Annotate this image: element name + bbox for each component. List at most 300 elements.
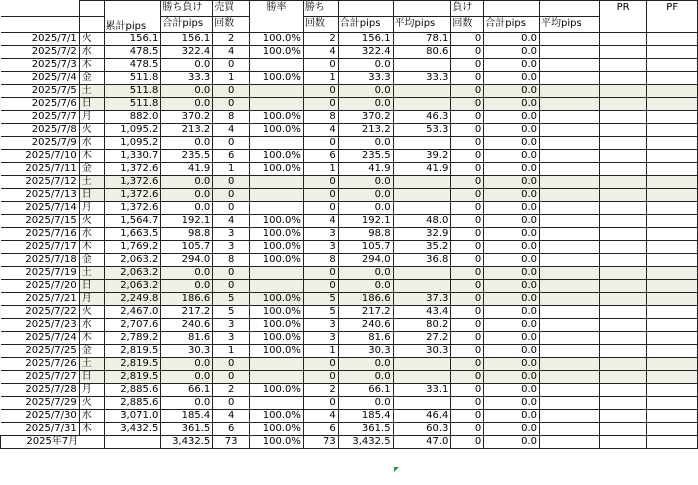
trade-count-cell[interactable]: 5 (213, 306, 250, 319)
header-win-total-pips[interactable] (338, 17, 393, 33)
win-total-pips-cell[interactable]: 66.1 (338, 384, 393, 397)
loss-avg-pips-cell[interactable] (540, 436, 600, 449)
win-avg-pips-cell[interactable] (393, 371, 451, 384)
header-loss-total-pips[interactable] (484, 17, 540, 33)
cumulative-pips-cell[interactable]: 478.5 (104, 46, 161, 59)
loss-total-pips-cell[interactable]: 0.0 (484, 280, 540, 293)
total-pips-cell[interactable]: 370.2 (161, 111, 213, 124)
trade-count-cell[interactable]: 0 (213, 280, 250, 293)
cumulative-pips-cell[interactable]: 3,432.5 (104, 423, 161, 436)
pf-cell[interactable] (647, 46, 698, 59)
pf-cell[interactable] (647, 293, 698, 306)
cumulative-pips-cell[interactable]: 1,372.6 (104, 163, 161, 176)
loss-count-cell[interactable]: 0 (451, 85, 484, 98)
loss-avg-pips-cell[interactable] (540, 33, 600, 46)
date-cell[interactable]: 2025/7/22 (1, 306, 80, 319)
loss-total-pips-cell[interactable]: 0.0 (484, 98, 540, 111)
pf-cell[interactable] (647, 345, 698, 358)
total-pips-cell[interactable]: 0.0 (161, 358, 213, 371)
loss-count-cell[interactable]: 0 (451, 267, 484, 280)
win-avg-pips-cell[interactable] (393, 202, 451, 215)
win-rate-cell[interactable]: 100.0% (250, 332, 304, 345)
pr-cell[interactable] (599, 358, 647, 371)
loss-count-cell[interactable]: 0 (451, 46, 484, 59)
header-cell[interactable] (338, 1, 393, 17)
win-total-pips-cell[interactable]: 0.0 (338, 85, 393, 98)
header-losses[interactable] (451, 1, 484, 17)
cumulative-pips-cell[interactable]: 882.0 (104, 111, 161, 124)
total-pips-cell[interactable]: 105.7 (161, 241, 213, 254)
pf-cell[interactable] (647, 306, 698, 319)
pr-cell[interactable] (599, 293, 647, 306)
cumulative-pips-cell[interactable]: 2,885.6 (104, 384, 161, 397)
win-avg-pips-cell[interactable]: 37.3 (393, 293, 451, 306)
trade-count-cell[interactable]: 0 (213, 267, 250, 280)
loss-total-pips-cell[interactable]: 0.0 (484, 111, 540, 124)
loss-count-cell[interactable]: 0 (451, 98, 484, 111)
cumulative-pips-cell[interactable]: 2,467.0 (104, 306, 161, 319)
weekday-cell[interactable]: 水 (79, 319, 104, 332)
win-count-cell[interactable]: 8 (303, 254, 338, 267)
trade-count-cell[interactable]: 8 (213, 111, 250, 124)
win-total-pips-cell[interactable]: 370.2 (338, 111, 393, 124)
trade-count-cell[interactable]: 4 (213, 410, 250, 423)
loss-total-pips-cell[interactable]: 0.0 (484, 72, 540, 85)
win-rate-cell[interactable]: 100.0% (250, 319, 304, 332)
pf-cell[interactable] (647, 124, 698, 137)
weekday-cell[interactable]: 日 (79, 189, 104, 202)
win-total-pips-cell[interactable]: 235.5 (338, 150, 393, 163)
loss-avg-pips-cell[interactable] (540, 85, 600, 98)
loss-avg-pips-cell[interactable] (540, 59, 600, 72)
header-win-avg-pips[interactable] (393, 17, 451, 33)
win-total-pips-cell[interactable]: 294.0 (338, 254, 393, 267)
loss-total-pips-cell[interactable]: 0.0 (484, 59, 540, 72)
win-count-cell[interactable]: 3 (303, 241, 338, 254)
pr-cell[interactable] (599, 371, 647, 384)
win-total-pips-cell[interactable]: 185.4 (338, 410, 393, 423)
win-total-pips-cell[interactable]: 0.0 (338, 137, 393, 150)
weekday-cell[interactable]: 火 (79, 306, 104, 319)
cumulative-pips-cell[interactable]: 2,063.2 (104, 267, 161, 280)
header-trade[interactable] (213, 1, 250, 17)
pr-cell[interactable] (599, 98, 647, 111)
win-count-cell[interactable]: 3 (303, 332, 338, 345)
total-pips-cell[interactable]: 0.0 (161, 280, 213, 293)
loss-count-cell[interactable]: 0 (451, 33, 484, 46)
date-cell[interactable]: 2025/7/31 (1, 423, 80, 436)
header-win-loss[interactable] (161, 1, 213, 17)
trade-count-cell[interactable]: 3 (213, 319, 250, 332)
win-count-cell[interactable]: 5 (303, 293, 338, 306)
trade-count-cell[interactable]: 1 (213, 163, 250, 176)
loss-total-pips-cell[interactable]: 0.0 (484, 150, 540, 163)
header-pr[interactable] (599, 1, 647, 33)
win-total-pips-cell[interactable]: 192.1 (338, 215, 393, 228)
weekday-cell[interactable]: 月 (79, 293, 104, 306)
win-avg-pips-cell[interactable] (393, 176, 451, 189)
loss-total-pips-cell[interactable]: 0.0 (484, 33, 540, 46)
loss-count-cell[interactable]: 0 (451, 228, 484, 241)
loss-avg-pips-cell[interactable] (540, 163, 600, 176)
pr-cell[interactable] (599, 72, 647, 85)
win-total-pips-cell[interactable]: 213.2 (338, 124, 393, 137)
win-count-cell[interactable]: 1 (303, 72, 338, 85)
win-rate-cell[interactable]: 100.0% (250, 345, 304, 358)
loss-count-cell[interactable]: 0 (451, 371, 484, 384)
date-cell[interactable]: 2025/7/27 (1, 371, 80, 384)
cumulative-pips-cell[interactable]: 1,372.6 (104, 202, 161, 215)
win-total-pips-cell[interactable]: 0.0 (338, 358, 393, 371)
header-cell[interactable] (79, 1, 104, 17)
win-avg-pips-cell[interactable] (393, 267, 451, 280)
cumulative-pips-cell[interactable]: 2,063.2 (104, 254, 161, 267)
pr-cell[interactable] (599, 410, 647, 423)
win-count-cell[interactable]: 8 (303, 111, 338, 124)
date-cell[interactable]: 2025/7/20 (1, 280, 80, 293)
cumulative-pips-cell[interactable]: 511.8 (104, 98, 161, 111)
win-total-pips-cell[interactable]: 0.0 (338, 397, 393, 410)
win-count-cell[interactable]: 4 (303, 410, 338, 423)
win-rate-cell[interactable]: 100.0% (250, 163, 304, 176)
win-total-pips-cell[interactable]: 0.0 (338, 202, 393, 215)
loss-avg-pips-cell[interactable] (540, 124, 600, 137)
win-count-cell[interactable]: 4 (303, 124, 338, 137)
weekday-cell[interactable]: 土 (79, 358, 104, 371)
win-count-cell[interactable]: 0 (303, 59, 338, 72)
weekday-cell[interactable]: 木 (79, 423, 104, 436)
pf-cell[interactable] (647, 176, 698, 189)
trade-count-cell[interactable]: 4 (213, 46, 250, 59)
pf-cell[interactable] (647, 397, 698, 410)
win-total-pips-cell[interactable]: 0.0 (338, 267, 393, 280)
win-total-pips-cell[interactable]: 0.0 (338, 189, 393, 202)
pr-cell[interactable] (599, 241, 647, 254)
win-rate-cell[interactable]: 100.0% (250, 111, 304, 124)
win-count-cell[interactable]: 0 (303, 280, 338, 293)
total-pips-cell[interactable]: 235.5 (161, 150, 213, 163)
weekday-cell[interactable]: 土 (79, 85, 104, 98)
win-count-cell[interactable]: 6 (303, 150, 338, 163)
weekday-cell[interactable]: 金 (79, 254, 104, 267)
loss-count-cell[interactable]: 0 (451, 423, 484, 436)
loss-count-cell[interactable]: 0 (451, 215, 484, 228)
header-cumulative-pips[interactable] (104, 1, 161, 33)
date-cell[interactable]: 2025/7/16 (1, 228, 80, 241)
pf-cell[interactable] (647, 202, 698, 215)
cumulative-pips-cell[interactable]: 1,372.6 (104, 176, 161, 189)
loss-avg-pips-cell[interactable] (540, 280, 600, 293)
weekday-cell[interactable]: 金 (79, 163, 104, 176)
weekday-cell[interactable]: 土 (79, 176, 104, 189)
win-avg-pips-cell[interactable] (393, 98, 451, 111)
loss-count-cell[interactable]: 0 (451, 410, 484, 423)
trade-count-cell[interactable]: 0 (213, 59, 250, 72)
cumulative-pips-cell[interactable]: 1,095.2 (104, 137, 161, 150)
pr-cell[interactable] (599, 319, 647, 332)
win-avg-pips-cell[interactable]: 80.2 (393, 319, 451, 332)
loss-total-pips-cell[interactable]: 0.0 (484, 306, 540, 319)
pr-cell[interactable] (599, 332, 647, 345)
weekday-cell[interactable]: 火 (79, 124, 104, 137)
win-count-cell[interactable]: 0 (303, 371, 338, 384)
cumulative-pips-cell[interactable]: 156.1 (104, 33, 161, 46)
trade-count-cell[interactable]: 73 (213, 436, 250, 449)
pr-cell[interactable] (599, 397, 647, 410)
total-pips-cell[interactable]: 156.1 (161, 33, 213, 46)
total-pips-cell[interactable]: 322.4 (161, 46, 213, 59)
loss-total-pips-cell[interactable]: 0.0 (484, 202, 540, 215)
date-cell[interactable]: 2025/7/10 (1, 150, 80, 163)
total-pips-cell[interactable]: 294.0 (161, 254, 213, 267)
loss-avg-pips-cell[interactable] (540, 410, 600, 423)
loss-avg-pips-cell[interactable] (540, 241, 600, 254)
pf-cell[interactable] (647, 423, 698, 436)
date-cell[interactable]: 2025/7/19 (1, 267, 80, 280)
trade-count-cell[interactable]: 0 (213, 85, 250, 98)
loss-avg-pips-cell[interactable] (540, 345, 600, 358)
win-rate-cell[interactable] (250, 59, 304, 72)
weekday-cell[interactable]: 月 (79, 111, 104, 124)
pr-cell[interactable] (599, 59, 647, 72)
date-cell[interactable]: 2025/7/13 (1, 189, 80, 202)
date-cell[interactable]: 2025/7/2 (1, 46, 80, 59)
date-cell[interactable]: 2025/7/7 (1, 111, 80, 124)
win-rate-cell[interactable] (250, 358, 304, 371)
win-rate-cell[interactable] (250, 85, 304, 98)
weekday-cell[interactable]: 木 (79, 241, 104, 254)
loss-count-cell[interactable]: 0 (451, 124, 484, 137)
win-total-pips-cell[interactable]: 105.7 (338, 241, 393, 254)
win-total-pips-cell[interactable]: 30.3 (338, 345, 393, 358)
weekday-cell[interactable]: 金 (79, 72, 104, 85)
win-count-cell[interactable]: 0 (303, 397, 338, 410)
pr-cell[interactable] (599, 306, 647, 319)
pr-cell[interactable] (599, 267, 647, 280)
loss-avg-pips-cell[interactable] (540, 215, 600, 228)
header-cell[interactable] (484, 1, 540, 17)
header-cell[interactable] (1, 1, 80, 17)
win-avg-pips-cell[interactable]: 46.3 (393, 111, 451, 124)
trade-count-cell[interactable]: 8 (213, 254, 250, 267)
pf-cell[interactable] (647, 332, 698, 345)
header-cell[interactable] (79, 17, 104, 33)
win-avg-pips-cell[interactable] (393, 397, 451, 410)
cumulative-pips-cell[interactable]: 1,095.2 (104, 124, 161, 137)
win-avg-pips-cell[interactable] (393, 280, 451, 293)
cumulative-pips-cell[interactable]: 2,707.6 (104, 319, 161, 332)
win-total-pips-cell[interactable]: 81.6 (338, 332, 393, 345)
weekday-cell[interactable]: 火 (79, 215, 104, 228)
win-count-cell[interactable]: 3 (303, 319, 338, 332)
pr-cell[interactable] (599, 280, 647, 293)
date-cell[interactable]: 2025/7/23 (1, 319, 80, 332)
pf-cell[interactable] (647, 254, 698, 267)
loss-total-pips-cell[interactable]: 0.0 (484, 332, 540, 345)
cumulative-pips-cell[interactable]: 2,885.6 (104, 397, 161, 410)
pf-cell[interactable] (647, 98, 698, 111)
pf-cell[interactable] (647, 72, 698, 85)
pf-cell[interactable] (647, 228, 698, 241)
date-cell[interactable]: 2025/7/21 (1, 293, 80, 306)
trade-count-cell[interactable]: 5 (213, 293, 250, 306)
weekday-cell[interactable]: 水 (79, 228, 104, 241)
win-rate-cell[interactable]: 100.0% (250, 228, 304, 241)
win-rate-cell[interactable]: 100.0% (250, 436, 304, 449)
trade-count-cell[interactable]: 0 (213, 202, 250, 215)
win-avg-pips-cell[interactable]: 60.3 (393, 423, 451, 436)
weekday-cell[interactable]: 木 (79, 59, 104, 72)
pf-cell[interactable] (647, 111, 698, 124)
date-cell[interactable]: 2025/7/3 (1, 59, 80, 72)
win-avg-pips-cell[interactable] (393, 85, 451, 98)
win-rate-cell[interactable]: 100.0% (250, 423, 304, 436)
win-avg-pips-cell[interactable]: 46.4 (393, 410, 451, 423)
pf-cell[interactable] (647, 371, 698, 384)
cumulative-pips-cell[interactable]: 2,819.5 (104, 345, 161, 358)
win-total-pips-cell[interactable]: 0.0 (338, 176, 393, 189)
loss-total-pips-cell[interactable]: 0.0 (484, 371, 540, 384)
win-rate-cell[interactable] (250, 267, 304, 280)
loss-avg-pips-cell[interactable] (540, 397, 600, 410)
date-cell[interactable]: 2025/7/26 (1, 358, 80, 371)
win-rate-cell[interactable]: 100.0% (250, 293, 304, 306)
loss-total-pips-cell[interactable]: 0.0 (484, 85, 540, 98)
win-avg-pips-cell[interactable]: 27.2 (393, 332, 451, 345)
total-pips-cell[interactable]: 0.0 (161, 98, 213, 111)
pf-cell[interactable] (647, 137, 698, 150)
loss-avg-pips-cell[interactable] (540, 384, 600, 397)
cumulative-pips-cell[interactable]: 2,249.8 (104, 293, 161, 306)
trade-count-cell[interactable]: 2 (213, 384, 250, 397)
win-rate-cell[interactable] (250, 176, 304, 189)
loss-count-cell[interactable]: 0 (451, 111, 484, 124)
weekday-cell[interactable]: 月 (79, 202, 104, 215)
loss-avg-pips-cell[interactable] (540, 254, 600, 267)
pf-cell[interactable] (647, 436, 698, 449)
weekday-cell[interactable]: 日 (79, 98, 104, 111)
total-pips-cell[interactable]: 0.0 (161, 267, 213, 280)
loss-total-pips-cell[interactable]: 0.0 (484, 384, 540, 397)
win-rate-cell[interactable]: 100.0% (250, 254, 304, 267)
win-count-cell[interactable]: 0 (303, 85, 338, 98)
win-count-cell[interactable]: 1 (303, 163, 338, 176)
loss-avg-pips-cell[interactable] (540, 332, 600, 345)
date-cell[interactable]: 2025/7/9 (1, 137, 80, 150)
cumulative-pips-cell[interactable]: 511.8 (104, 85, 161, 98)
pr-cell[interactable] (599, 423, 647, 436)
date-cell[interactable]: 2025/7/14 (1, 202, 80, 215)
loss-count-cell[interactable]: 0 (451, 280, 484, 293)
total-pips-cell[interactable]: 33.3 (161, 72, 213, 85)
weekday-cell[interactable]: 水 (79, 46, 104, 59)
win-avg-pips-cell[interactable] (393, 189, 451, 202)
total-pips-cell[interactable]: 0.0 (161, 59, 213, 72)
trade-count-cell[interactable]: 0 (213, 371, 250, 384)
date-cell[interactable]: 2025/7/5 (1, 85, 80, 98)
pf-cell[interactable] (647, 280, 698, 293)
loss-total-pips-cell[interactable]: 0.0 (484, 436, 540, 449)
loss-count-cell[interactable]: 0 (451, 332, 484, 345)
win-count-cell[interactable]: 4 (303, 46, 338, 59)
loss-total-pips-cell[interactable]: 0.0 (484, 137, 540, 150)
total-pips-cell[interactable]: 81.6 (161, 332, 213, 345)
month-total-label-cell[interactable]: 2025年7月 (1, 436, 105, 449)
date-cell[interactable]: 2025/7/28 (1, 384, 80, 397)
trade-count-cell[interactable]: 0 (213, 137, 250, 150)
pr-cell[interactable] (599, 254, 647, 267)
loss-total-pips-cell[interactable]: 0.0 (484, 345, 540, 358)
trade-count-cell[interactable]: 1 (213, 345, 250, 358)
weekday-cell[interactable]: 水 (79, 410, 104, 423)
date-cell[interactable]: 2025/7/11 (1, 163, 80, 176)
loss-avg-pips-cell[interactable] (540, 423, 600, 436)
trade-count-cell[interactable]: 3 (213, 241, 250, 254)
loss-count-cell[interactable]: 0 (451, 241, 484, 254)
win-rate-cell[interactable]: 100.0% (250, 150, 304, 163)
total-pips-cell[interactable]: 240.6 (161, 319, 213, 332)
win-rate-cell[interactable]: 100.0% (250, 306, 304, 319)
cumulative-pips-cell[interactable]: 1,564.7 (104, 215, 161, 228)
pr-cell[interactable] (599, 124, 647, 137)
loss-avg-pips-cell[interactable] (540, 150, 600, 163)
loss-avg-pips-cell[interactable] (540, 111, 600, 124)
trade-count-cell[interactable]: 4 (213, 124, 250, 137)
pf-cell[interactable] (647, 267, 698, 280)
loss-avg-pips-cell[interactable] (540, 319, 600, 332)
loss-total-pips-cell[interactable]: 0.0 (484, 124, 540, 137)
cumulative-pips-cell[interactable]: 2,819.5 (104, 358, 161, 371)
trade-count-cell[interactable]: 0 (213, 358, 250, 371)
win-total-pips-cell[interactable]: 217.2 (338, 306, 393, 319)
win-avg-pips-cell[interactable]: 80.6 (393, 46, 451, 59)
cumulative-pips-cell[interactable]: 2,063.2 (104, 280, 161, 293)
win-total-pips-cell[interactable]: 3,432.5 (338, 436, 393, 449)
win-avg-pips-cell[interactable]: 35.2 (393, 241, 451, 254)
pr-cell[interactable] (599, 228, 647, 241)
cumulative-pips-cell[interactable]: 1,663.5 (104, 228, 161, 241)
loss-count-cell[interactable]: 0 (451, 397, 484, 410)
trade-count-cell[interactable]: 0 (213, 176, 250, 189)
total-pips-cell[interactable]: 30.3 (161, 345, 213, 358)
loss-total-pips-cell[interactable]: 0.0 (484, 397, 540, 410)
cumulative-pips-cell[interactable] (104, 436, 161, 449)
loss-count-cell[interactable]: 0 (451, 163, 484, 176)
win-total-pips-cell[interactable]: 98.8 (338, 228, 393, 241)
pr-cell[interactable] (599, 137, 647, 150)
total-pips-cell[interactable]: 0.0 (161, 176, 213, 189)
date-cell[interactable]: 2025/7/4 (1, 72, 80, 85)
pr-cell[interactable] (599, 85, 647, 98)
pr-cell[interactable] (599, 150, 647, 163)
win-avg-pips-cell[interactable] (393, 137, 451, 150)
loss-count-cell[interactable]: 0 (451, 293, 484, 306)
win-count-cell[interactable]: 0 (303, 189, 338, 202)
loss-avg-pips-cell[interactable] (540, 137, 600, 150)
total-pips-cell[interactable]: 0.0 (161, 189, 213, 202)
win-count-cell[interactable]: 0 (303, 267, 338, 280)
weekday-cell[interactable]: 土 (79, 267, 104, 280)
pr-cell[interactable] (599, 46, 647, 59)
trade-count-cell[interactable]: 3 (213, 228, 250, 241)
header-cell[interactable] (540, 1, 600, 17)
header-loss-avg-pips[interactable] (540, 17, 600, 33)
header-win-rate[interactable] (250, 1, 304, 33)
loss-avg-pips-cell[interactable] (540, 267, 600, 280)
win-count-cell[interactable]: 5 (303, 306, 338, 319)
loss-avg-pips-cell[interactable] (540, 306, 600, 319)
date-cell[interactable]: 2025/7/30 (1, 410, 80, 423)
